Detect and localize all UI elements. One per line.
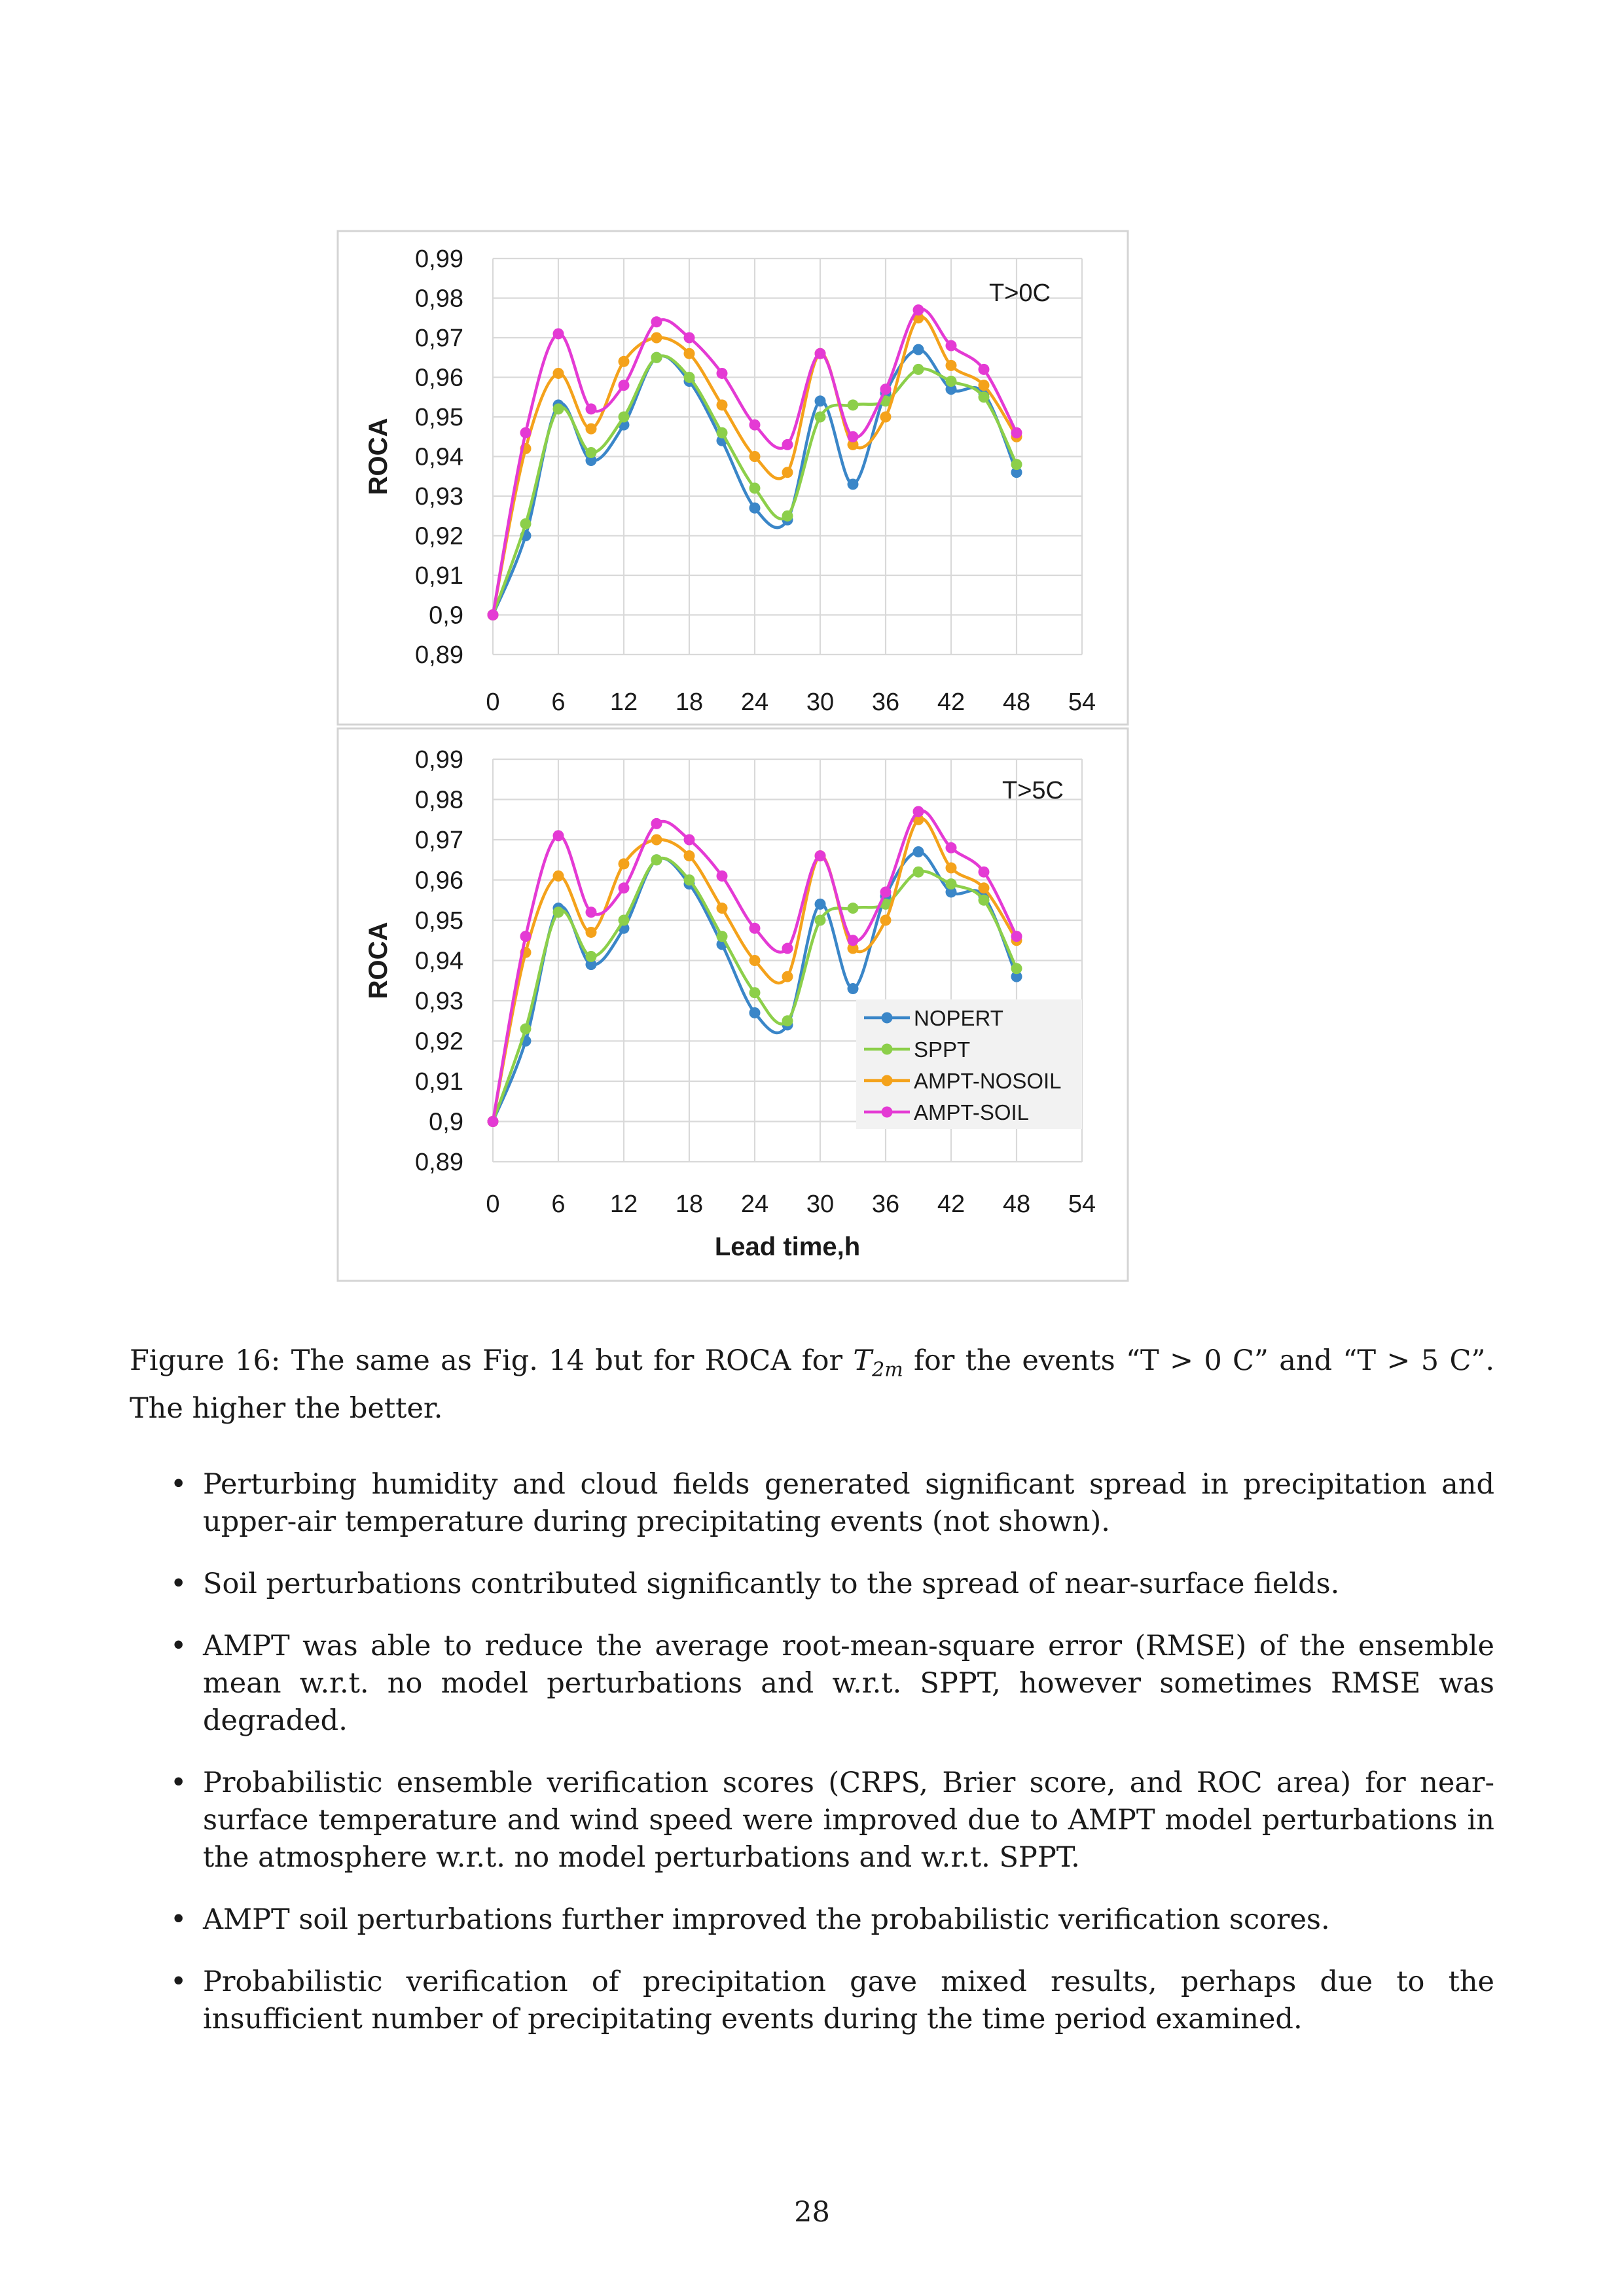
data-point: [1011, 459, 1022, 470]
x-tick-label: 0: [486, 689, 500, 716]
caption-variable: $T_{2m}$: [853, 1344, 903, 1382]
data-point: [979, 882, 990, 893]
data-point: [520, 931, 532, 942]
data-point: [979, 391, 990, 403]
data-point: [880, 886, 892, 897]
data-point: [815, 899, 826, 910]
data-point: [848, 903, 859, 914]
bullet-icon: •: [170, 1568, 187, 1600]
data-point: [684, 348, 695, 359]
data-point: [553, 328, 564, 339]
data-point: [749, 955, 761, 966]
list-item: • Perturbing humidity and cloud fields generated significant spread in precipitation and upper-air temperature during precipitating events (not shown).: [130, 1466, 1494, 1541]
data-point: [946, 340, 957, 351]
legend-swatch-marker: [882, 1107, 893, 1118]
data-point: [520, 1024, 532, 1035]
data-point: [913, 867, 924, 878]
data-point: [717, 903, 728, 914]
caption-text-after: for the events “T > 0 C” and “T > 5 C”. The higher the better.: [130, 1344, 1495, 1425]
bullet-icon: •: [170, 1903, 187, 1936]
data-point: [619, 882, 630, 893]
data-point: [488, 609, 499, 620]
data-point: [782, 467, 793, 478]
data-point: [586, 927, 597, 938]
data-point: [520, 518, 532, 529]
data-point: [782, 439, 793, 450]
data-point: [717, 427, 728, 439]
data-point: [1011, 427, 1022, 439]
y-tick-label: 0,93: [415, 483, 463, 511]
legend-entry: AMPT-NOSOIL: [914, 1069, 1062, 1093]
data-point: [651, 332, 662, 344]
y-tick-label: 0,98: [415, 285, 463, 313]
y-tick-label: 0,96: [415, 867, 463, 895]
data-point: [946, 863, 957, 874]
y-tick-label: 0,93: [415, 988, 463, 1015]
data-point: [651, 834, 662, 846]
legend-entry: NOPERT: [914, 1006, 1003, 1030]
data-point: [586, 447, 597, 458]
data-point: [848, 431, 859, 442]
data-point: [848, 935, 859, 946]
y-tick-label: 0,91: [415, 562, 463, 590]
x-tick-label: 24: [740, 689, 769, 716]
data-point: [782, 971, 793, 982]
y-tick-label: 0,97: [415, 325, 463, 352]
y-axis-label: ROCA: [364, 922, 393, 999]
y-tick-label: 0,96: [415, 364, 463, 392]
data-point: [848, 983, 859, 994]
data-point: [684, 874, 695, 886]
data-point: [946, 878, 957, 889]
data-point: [520, 427, 532, 439]
x-tick-label: 36: [871, 689, 900, 716]
bullet-icon: •: [170, 1630, 187, 1662]
legend-entry: AMPT-SOIL: [914, 1100, 1030, 1124]
conclusions-list: [130, 1466, 1494, 2063]
data-point: [815, 915, 826, 926]
x-tick-label: 18: [675, 689, 704, 716]
data-point: [946, 360, 957, 371]
data-point: [749, 1007, 761, 1018]
data-point: [619, 380, 630, 391]
list-item: • Probabilistic ensemble verification scores (CRPS, Brier score, and ROC area) for near-surface temperature and wind speed were improved due to AMPT model perturbations in the atmosphere w.r.t. no model perturbations and w.r.t. SPPT.: [130, 1765, 1494, 1876]
data-point: [717, 399, 728, 410]
chart-legend: [856, 999, 1082, 1129]
bullet-icon: •: [170, 1468, 187, 1501]
data-point: [979, 867, 990, 878]
x-tick-label: 24: [740, 1191, 769, 1218]
x-tick-label: 54: [1068, 689, 1096, 716]
data-point: [1011, 963, 1022, 974]
y-tick-label: 0,9: [429, 1108, 463, 1136]
x-tick-label: 12: [609, 1191, 638, 1218]
data-point: [979, 895, 990, 906]
y-tick-label: 0,89: [415, 1149, 463, 1176]
bullet-icon: •: [170, 1767, 187, 1799]
y-tick-label: 0,94: [415, 443, 463, 471]
data-point: [782, 943, 793, 954]
data-point: [651, 316, 662, 327]
data-point: [913, 304, 924, 315]
data-point: [619, 915, 630, 926]
y-tick-label: 0,95: [415, 404, 463, 431]
legend-swatch-marker: [882, 1044, 893, 1055]
data-point: [880, 412, 892, 423]
figure-caption: [130, 1342, 1494, 1427]
data-point: [913, 846, 924, 857]
list-item: • AMPT soil perturbations further improved the probabilistic verification scores.: [130, 1901, 1494, 1939]
data-point: [553, 368, 564, 379]
data-point: [749, 503, 761, 514]
data-point: [749, 451, 761, 462]
page-number: 28: [794, 2196, 830, 2229]
y-tick-label: 0,91: [415, 1068, 463, 1096]
y-tick-label: 0,94: [415, 947, 463, 975]
data-point: [946, 376, 957, 387]
data-point: [946, 842, 957, 853]
caption-label: Figure 16:: [130, 1344, 281, 1377]
data-point: [848, 399, 859, 410]
y-tick-label: 0,9: [429, 601, 463, 630]
data-point: [815, 395, 826, 406]
y-tick-label: 0,92: [415, 1028, 463, 1056]
data-point: [913, 344, 924, 355]
data-point: [782, 1015, 793, 1026]
data-point: [913, 364, 924, 375]
list-item: • Soil perturbations contributed significantly to the spread of near-surface fields.: [130, 1566, 1494, 1603]
data-point: [488, 1116, 499, 1127]
y-tick-label: 0,99: [415, 245, 463, 273]
chart-t-gt-5c: [338, 728, 1128, 1281]
y-axis-label: ROCA: [364, 418, 393, 495]
x-tick-label: 42: [937, 1191, 965, 1218]
data-point: [586, 403, 597, 414]
data-point: [619, 858, 630, 869]
data-point: [979, 364, 990, 375]
data-point: [782, 511, 793, 522]
data-point: [684, 834, 695, 846]
data-point: [651, 352, 662, 363]
data-point: [749, 987, 761, 998]
y-tick-label: 0,99: [415, 746, 463, 774]
data-point: [651, 854, 662, 865]
data-point: [815, 850, 826, 861]
y-tick-label: 0,97: [415, 827, 463, 854]
x-axis-label: Lead time,h: [714, 1232, 861, 1261]
data-point: [619, 412, 630, 423]
data-point: [749, 923, 761, 934]
x-tick-label: 12: [609, 689, 638, 716]
data-point: [684, 332, 695, 344]
data-point: [979, 380, 990, 391]
data-point: [815, 412, 826, 423]
chart-t-gt-0c: [338, 231, 1128, 725]
legend-swatch-marker: [882, 1013, 893, 1024]
x-tick-label: 30: [806, 1191, 835, 1218]
data-point: [717, 368, 728, 379]
x-tick-label: 6: [551, 689, 566, 716]
x-tick-label: 30: [806, 689, 835, 716]
data-point: [553, 870, 564, 882]
data-point: [749, 420, 761, 431]
data-point: [880, 384, 892, 395]
data-point: [749, 482, 761, 493]
caption-text-before: The same as Fig. 14 but for ROCA for: [291, 1344, 843, 1377]
y-tick-label: 0,98: [415, 786, 463, 814]
figure-16-charts: [336, 229, 1130, 1283]
x-tick-label: 48: [1002, 689, 1031, 716]
bullet-icon: •: [170, 1965, 187, 1998]
data-point: [684, 372, 695, 383]
list-item: • AMPT was able to reduce the average root-mean-square error (RMSE) of the ensemble mean w.r.t. no model perturbations and w.r.t. SPPT, however sometimes RMSE was degraded.: [130, 1628, 1494, 1740]
data-point: [717, 931, 728, 942]
list-item: • Probabilistic verification of precipitation gave mixed results, perhaps due to the insufficient number of precipitating events during the time period examined.: [130, 1964, 1494, 2038]
x-tick-label: 6: [551, 1191, 566, 1218]
data-point: [880, 915, 892, 926]
data-point: [619, 356, 630, 367]
data-point: [586, 906, 597, 918]
legend-entry: SPPT: [914, 1037, 971, 1062]
data-point: [717, 870, 728, 882]
data-point: [586, 423, 597, 435]
x-tick-label: 54: [1068, 1191, 1096, 1218]
y-tick-label: 0,89: [415, 641, 463, 669]
data-point: [586, 951, 597, 962]
data-point: [815, 348, 826, 359]
data-point: [651, 818, 662, 829]
event-annotation: T>5C: [1002, 777, 1064, 804]
x-tick-label: 36: [871, 1191, 900, 1218]
y-tick-label: 0,92: [415, 522, 463, 550]
data-point: [553, 830, 564, 841]
x-tick-label: 48: [1002, 1191, 1031, 1218]
x-tick-label: 42: [937, 689, 965, 716]
x-tick-label: 0: [486, 1191, 500, 1218]
data-point: [913, 806, 924, 817]
data-point: [553, 403, 564, 414]
y-tick-label: 0,95: [415, 907, 463, 935]
legend-swatch-marker: [882, 1075, 893, 1086]
x-tick-label: 18: [675, 1191, 704, 1218]
data-point: [684, 850, 695, 861]
data-point: [1011, 931, 1022, 942]
data-point: [848, 478, 859, 490]
event-annotation: T>0C: [989, 279, 1051, 307]
data-point: [553, 906, 564, 918]
